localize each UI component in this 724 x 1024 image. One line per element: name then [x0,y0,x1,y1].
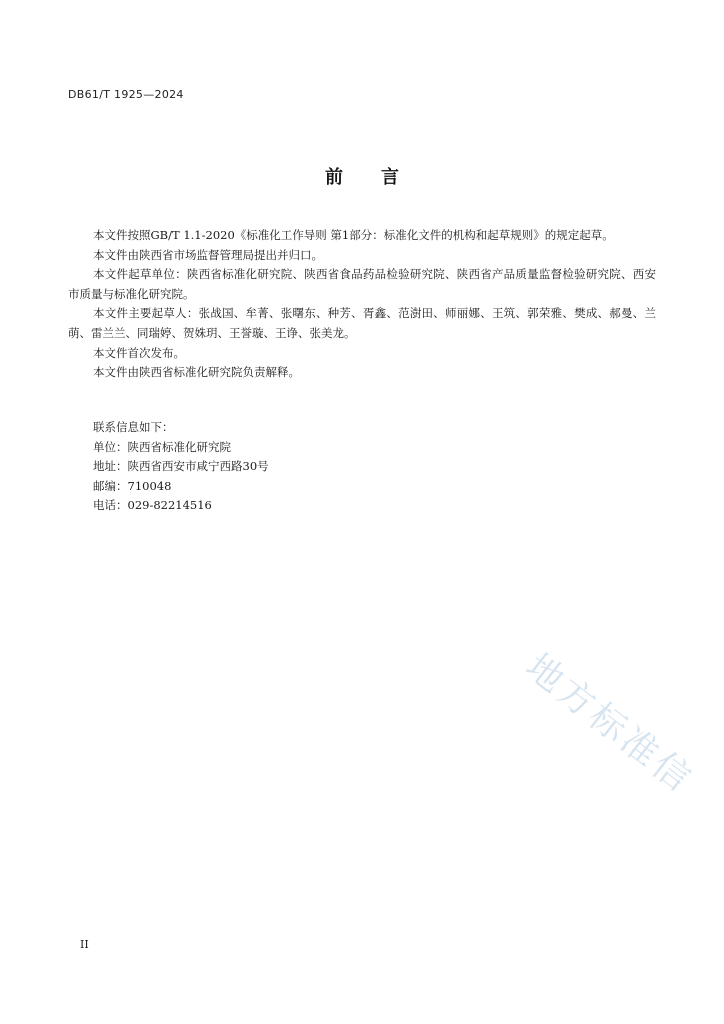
contact-phone: 电话：029-82214516 [93,498,212,513]
page-title: 前言 [325,167,437,188]
watermark: 地方标准信 [517,646,701,802]
paragraph-interpretation: 本文件由陕西省标准化研究院负责解释。 [93,365,300,380]
paragraph-drafting-rules: 本文件按照GB/T 1.1-2020《标准化工作导则 第1部分：标准化文件的机构和起草规则》的规定起草。 [93,228,614,242]
page-number: II [80,938,89,951]
paragraph-drafting-units: 本文件起草单位：陕西省标准化研究院、陕西省食品药品检验研究院、陕西省产品质量监督检验研究院、西安市质量与标准化研究院。 [68,267,656,301]
contact-info [93,418,269,516]
paragraph-drafters: 本文件主要起草人：张战国、牟菁、张曙东、种芳、胥鑫、范澍田、师丽娜、王筑、郭荣雅、樊成、郝曼、兰萌、雷兰兰、同瑞婷、贺姝玥、王誉璇、王诤、张美龙。 [68,306,656,340]
contact-postcode: 邮编：710048 [93,478,172,493]
paragraph-first-release: 本文件首次发布。 [93,345,185,360]
contact-address: 地址：陕西省西安市咸宁西路30号 [93,459,269,474]
contact-unit: 单位：陕西省标准化研究院 [93,439,231,454]
contact-heading: 联系信息如下： [93,420,174,434]
foreword-body [68,226,656,383]
standard-code: DB61/T 1925—2024 [68,88,184,101]
paragraph-proposer: 本文件由陕西省市场监督管理局提出并归口。 [93,247,323,262]
